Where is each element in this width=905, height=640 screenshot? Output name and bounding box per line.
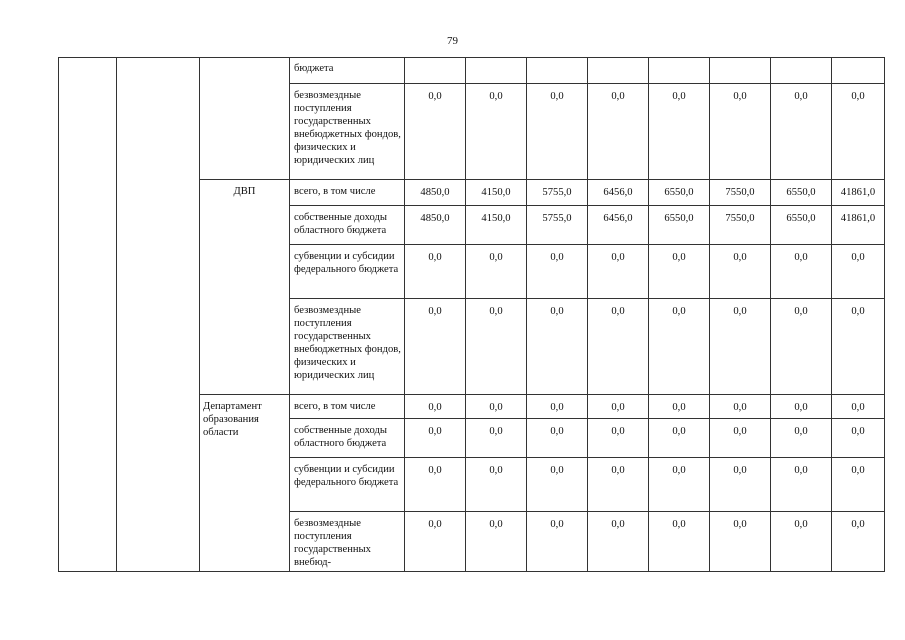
value-cell: 0,0 <box>832 458 885 512</box>
value-cell <box>588 58 649 84</box>
budget-table <box>58 57 885 572</box>
value-cell: 0,0 <box>527 458 588 512</box>
value-cell: 0,0 <box>405 419 466 458</box>
value-cell: 0,0 <box>832 245 885 299</box>
value-cell: 0,0 <box>588 395 649 419</box>
value-cell: 0,0 <box>588 419 649 458</box>
value-cell: 7550,0 <box>710 180 771 206</box>
value-cell: 0,0 <box>527 395 588 419</box>
source-label: собственные доходы областного бюджета <box>290 419 405 458</box>
value-cell <box>771 58 832 84</box>
value-cell: 0,0 <box>588 84 649 180</box>
value-cell: 0,0 <box>771 512 832 572</box>
value-cell: 0,0 <box>466 395 527 419</box>
value-cell: 0,0 <box>466 512 527 572</box>
value-cell <box>405 58 466 84</box>
table-row <box>59 58 885 84</box>
value-cell: 0,0 <box>588 458 649 512</box>
value-cell <box>649 58 710 84</box>
value-cell: 5755,0 <box>527 180 588 206</box>
task-cell <box>117 58 200 572</box>
value-cell: 0,0 <box>771 245 832 299</box>
value-cell: 0,0 <box>527 419 588 458</box>
value-cell: 0,0 <box>405 395 466 419</box>
value-cell: 7550,0 <box>710 206 771 245</box>
value-cell: 0,0 <box>710 395 771 419</box>
value-cell: 0,0 <box>710 245 771 299</box>
value-cell: 0,0 <box>649 458 710 512</box>
value-cell: 41861,0 <box>832 206 885 245</box>
value-cell: 0,0 <box>649 299 710 395</box>
value-cell: 0,0 <box>832 84 885 180</box>
value-cell <box>832 58 885 84</box>
value-cell: 0,0 <box>588 299 649 395</box>
executor-dvp: ДВП <box>200 180 290 395</box>
value-cell: 0,0 <box>649 84 710 180</box>
value-cell: 0,0 <box>527 512 588 572</box>
value-cell: 0,0 <box>466 245 527 299</box>
value-cell: 6456,0 <box>588 180 649 206</box>
value-cell: 6456,0 <box>588 206 649 245</box>
value-cell: 0,0 <box>466 84 527 180</box>
source-label: всего, в том числе <box>290 180 405 206</box>
value-cell: 4850,0 <box>405 180 466 206</box>
source-label: всего, в том числе <box>290 395 405 419</box>
value-cell: 0,0 <box>466 419 527 458</box>
value-cell: 6550,0 <box>771 180 832 206</box>
value-cell: 0,0 <box>832 395 885 419</box>
page-number: 79 <box>447 35 458 47</box>
value-cell <box>527 58 588 84</box>
source-label: субвенции и субсидии федерального бюджета <box>290 458 405 512</box>
value-cell: 0,0 <box>832 299 885 395</box>
executor-cell-continued <box>200 58 290 180</box>
value-cell: 0,0 <box>527 84 588 180</box>
source-label: бюджета <box>290 58 405 84</box>
value-cell: 0,0 <box>405 84 466 180</box>
value-cell: 0,0 <box>771 299 832 395</box>
source-label: безвозмездные поступления государственных внебюджетных фондов, физических и юридических лиц <box>290 299 405 395</box>
value-cell: 0,0 <box>405 245 466 299</box>
value-cell: 4850,0 <box>405 206 466 245</box>
value-cell: 4150,0 <box>466 206 527 245</box>
value-cell: 0,0 <box>649 512 710 572</box>
source-label: собственные доходы областного бюджета <box>290 206 405 245</box>
value-cell: 0,0 <box>588 512 649 572</box>
value-cell: 0,0 <box>710 458 771 512</box>
value-cell: 0,0 <box>771 84 832 180</box>
value-cell: 4150,0 <box>466 180 527 206</box>
value-cell: 0,0 <box>832 419 885 458</box>
value-cell: 41861,0 <box>832 180 885 206</box>
source-label: безвозмездные поступления государственных внебюджетных фондов, физических и юридических лиц <box>290 84 405 180</box>
program-cell <box>59 58 117 572</box>
value-cell: 0,0 <box>710 512 771 572</box>
value-cell: 0,0 <box>405 299 466 395</box>
value-cell: 5755,0 <box>527 206 588 245</box>
value-cell: 0,0 <box>832 512 885 572</box>
value-cell: 0,0 <box>466 458 527 512</box>
value-cell: 6550,0 <box>649 180 710 206</box>
value-cell: 0,0 <box>710 84 771 180</box>
value-cell: 6550,0 <box>771 206 832 245</box>
value-cell: 0,0 <box>405 512 466 572</box>
value-cell: 0,0 <box>405 458 466 512</box>
value-cell: 0,0 <box>649 419 710 458</box>
value-cell: 0,0 <box>466 299 527 395</box>
value-cell: 0,0 <box>527 299 588 395</box>
value-cell: 0,0 <box>710 299 771 395</box>
source-label: субвенции и субсидии федерального бюджета <box>290 245 405 299</box>
executor-department: Департамент образования области <box>200 395 290 572</box>
value-cell: 0,0 <box>588 245 649 299</box>
value-cell <box>710 58 771 84</box>
value-cell: 0,0 <box>771 395 832 419</box>
source-label: безвозмездные поступления государственных внебюд- <box>290 512 405 572</box>
value-cell: 0,0 <box>527 245 588 299</box>
value-cell: 0,0 <box>649 245 710 299</box>
value-cell: 0,0 <box>771 419 832 458</box>
value-cell: 0,0 <box>771 458 832 512</box>
value-cell <box>466 58 527 84</box>
value-cell: 6550,0 <box>649 206 710 245</box>
value-cell: 0,0 <box>649 395 710 419</box>
value-cell: 0,0 <box>710 419 771 458</box>
